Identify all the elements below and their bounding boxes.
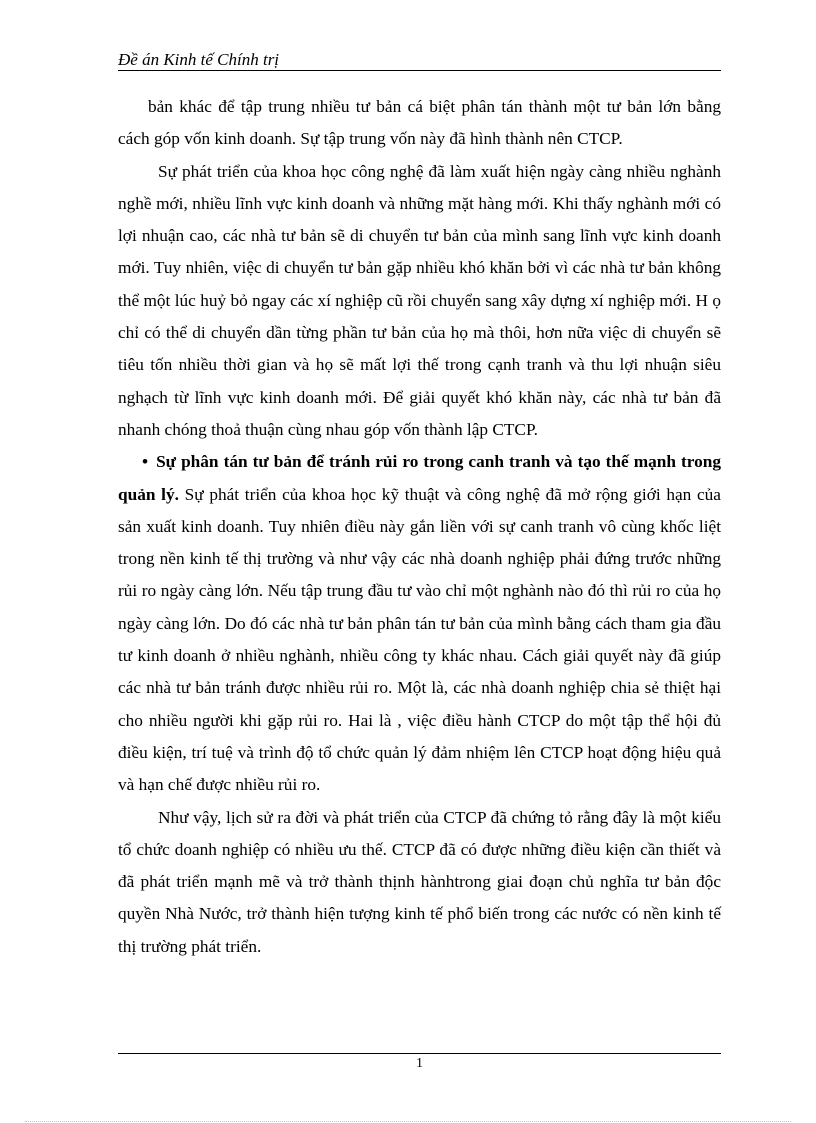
- page-bottom-edge: [25, 1121, 791, 1122]
- bullet-body: Sự phát triển của khoa học kỹ thuật và công nghệ đã mở rộng giới hạn của sản xuất kinh doanh. Tuy nhiên điều này gắn liền với sự canh tranh vô cùng khốc liệt trong nền kinh tế thị trường và như vậy các nhà doanh nghiệp phải đứng trước những rủi ro ngày càng lớn. Nếu tập trung đầu tư vào chỉ một nghành nào đó thì rủi ro của họ ngày càng lớn. Do đó các nhà tư bản phân tán tư bản của mình bằng cách tham gia đầu tư kinh doanh ở nhiều nghành, nhiều công ty khác nhau. Cách giải quyết này đã giúp các nhà tư bản tránh được nhiều rủi ro. Một là, các nhà doanh nghiệp chia sẻ thiệt hại cho nhiều người khi gặp rủi ro. Hai là , việc điều hành CTCP do một tập thể hội đủ điều kiện, trí tuệ và trình độ tổ chức quản lý đảm nhiệm lên CTCP hoạt động hiệu quả và hạn chế được nhiều rủi ro.: [118, 484, 721, 795]
- paragraph-technology: Sự phát triển của khoa học công nghệ đã làm xuất hiện ngày càng nhiều nghành nghề mới, nhiều lĩnh vực kinh doanh và những mặt hàng mới. Khi thấy nghành mới có lợi nhuận cao, các nhà tư bản sẽ di chuyển tư bản của mình sang lĩnh vực kinh doanh mới. Tuy nhiên, việc di chuyển tư bản gặp nhiều khó khăn bởi vì các nhà tư bản không thể một lúc huỷ bỏ ngay các xí nghiệp cũ rồi chuyển sang xây dựng xí nghiệp mới. H ọ chỉ có thể di chuyển dần từng phần tư bản của họ mà thôi, hơn nữa việc di chuyển sẽ tiêu tốn nhiều thời gian và họ sẽ mất lợi thế trong cạnh tranh và thu lợi nhuận siêu nghạch từ lĩnh vực kinh doanh mới. Để giải quyết khó khăn này, các nhà tư bản đã nhanh chóng thoả thuận cùng nhau góp vốn thành lập CTCP.: [118, 161, 721, 439]
- page-number: 1: [416, 1056, 423, 1071]
- paragraph-continuation: bản khác để tập trung nhiều tư bản cá biệt phân tán thành một tư bản lớn bằng cách góp vốn kinh doanh. Sự tập trung vốn này đã hình thành nên CTCP.: [118, 97, 721, 149]
- bullet-heading: Sự phân tán tư bản để tránh rủi ro trong canh tranh và tạo thế mạnh trong quản lý.: [118, 452, 721, 504]
- footer-divider: [118, 1053, 721, 1054]
- page-header-title: Đề án Kinh tế Chính trị: [118, 50, 280, 69]
- header-divider: [118, 70, 721, 71]
- document-body: [118, 91, 721, 963]
- bullet-paragraph: [118, 446, 721, 801]
- paragraph-conclusion: Như vậy, lịch sử ra đời và phát triển của CTCP đã chứng tỏ rằng đây là một kiểu tổ chức doanh nghiệp có nhiều ưu thế. CTCP đã có được những điều kiện cần thiết và đã phát triển mạnh mẽ và trở thành thịnh hànhtrong giai đoạn chủ nghĩa tư bản độc quyền Nhà Nước, trở thành hiện tượng kinh tế phổ biến trong các nước có nền kinh tế thị trường phát triển.: [118, 807, 721, 956]
- bullet-icon: •: [142, 452, 149, 472]
